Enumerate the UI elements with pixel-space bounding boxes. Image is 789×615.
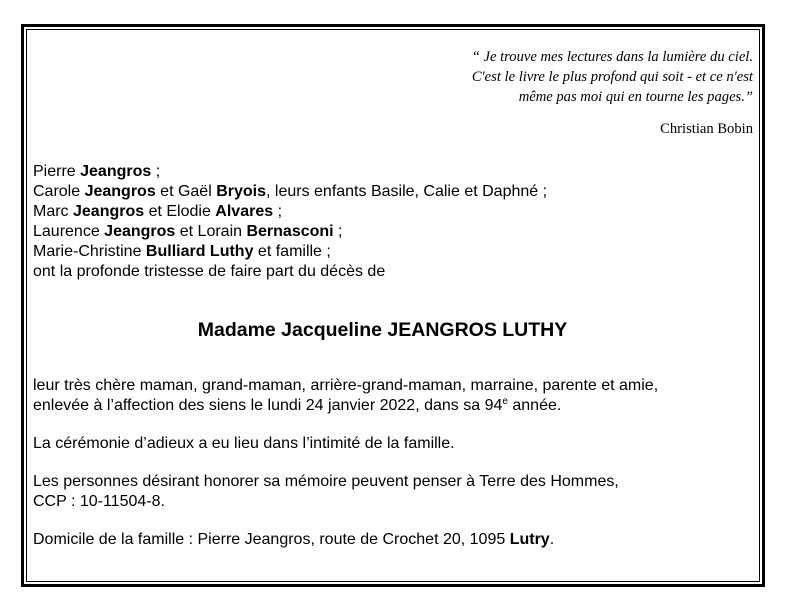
surname: Bernasconi xyxy=(246,223,334,240)
text: Carole xyxy=(33,183,85,200)
family-line xyxy=(33,242,748,262)
text: et Elodie xyxy=(144,203,216,220)
address-paragraph xyxy=(33,530,748,550)
surname: Bryois xyxy=(216,183,266,200)
text: et famille ; xyxy=(253,243,331,260)
quote-line: “ Je trouve mes lectures dans la lumière du ciel. xyxy=(471,49,753,65)
surname: Bulliard Luthy xyxy=(145,243,254,260)
quote-line: même pas moi qui en tourne les pages.” xyxy=(518,89,753,105)
text: . xyxy=(549,531,555,548)
notice-body xyxy=(33,162,748,568)
family-line xyxy=(33,162,748,182)
tribute-paragraph xyxy=(33,376,748,416)
text: enlevée à l’affection des siens le lundi 24 janvier 2022, dans sa 94 xyxy=(33,397,503,414)
text: Marie-Christine xyxy=(33,243,146,260)
text: ; xyxy=(273,203,283,220)
donation-paragraph xyxy=(33,472,748,512)
announcement-line: ont la profonde tristesse de faire part du décès de xyxy=(33,263,386,280)
paragraph-line: Les personnes désirant honorer sa mémoire peuvent penser à Terre des Hommes, xyxy=(33,473,619,490)
quote-line: C'est le livre le plus profond qui soit - et ce n'est xyxy=(471,69,753,85)
surname: Jeangros xyxy=(84,183,156,200)
paragraph-line xyxy=(33,396,748,416)
text: année. xyxy=(507,397,562,414)
paragraph-line: CCP : 10-11504-8. xyxy=(33,493,165,510)
text: Marc xyxy=(33,203,73,220)
quote-author: Christian Bobin xyxy=(660,121,753,137)
deceased-name: Madame Jacqueline JEANGROS LUTHY xyxy=(197,319,568,341)
text: , leurs enfants Basile, Calie et Daphné ; xyxy=(266,183,548,200)
paragraph-line: leur très chère maman, grand-maman, arrière-grand-maman, marraine, parente et amie, xyxy=(33,377,659,394)
text: et Lorain xyxy=(175,223,247,240)
surname: Jeangros xyxy=(104,223,176,240)
text: ; xyxy=(333,223,343,240)
text: Domicile de la famille : Pierre Jeangros, route de Crochet 20, 1095 xyxy=(33,531,510,548)
ordinal-suffix: e xyxy=(502,396,508,407)
family-line xyxy=(33,222,748,242)
family-line xyxy=(33,202,748,222)
surname: Jeangros xyxy=(80,163,152,180)
surname: Alvares xyxy=(215,203,274,220)
text: et Gaël xyxy=(155,183,217,200)
text: Pierre xyxy=(33,163,81,180)
epigraph-quote xyxy=(333,47,753,107)
family-line xyxy=(33,182,748,202)
surname: Jeangros xyxy=(73,203,145,220)
town: Lutry xyxy=(509,531,550,548)
ceremony-paragraph: La cérémonie d’adieux a eu lieu dans l’intimité de la famille. xyxy=(33,435,455,452)
text: Laurence xyxy=(33,223,105,240)
text: ; xyxy=(151,163,161,180)
